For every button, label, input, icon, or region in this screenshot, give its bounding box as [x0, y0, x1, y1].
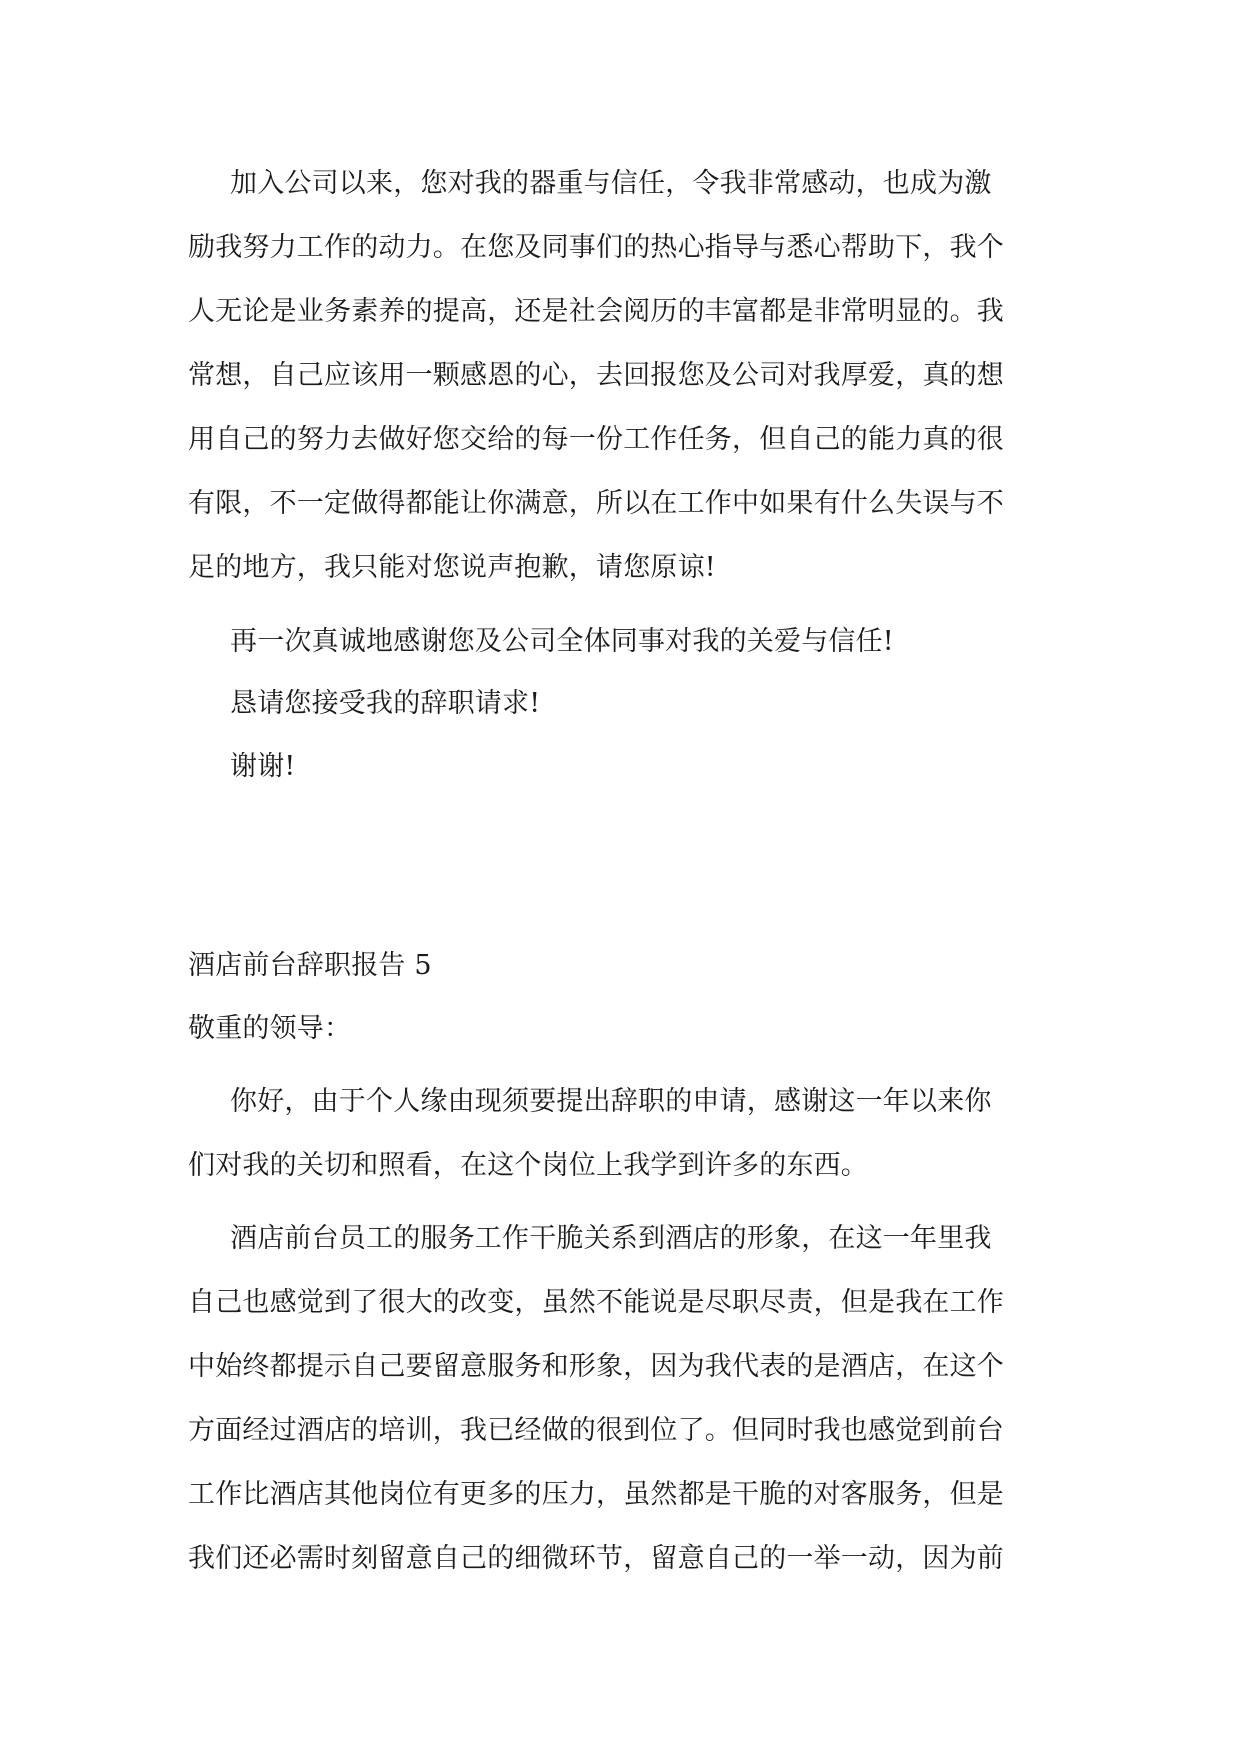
text-line: 励我努力工作的动力。在您及同事们的热心指导与悉心帮助下，我个 [188, 232, 1004, 263]
text-line: 你好，由于个人缘由现须要提出辞职的申请，感谢这一年以来你 [230, 1086, 992, 1117]
text-line: 们对我的关切和照看，在这个岗位上我学到许多的东西。 [188, 1150, 868, 1181]
text-line: 中始终都提示自己要留意服务和形象，因为我代表的是酒店，在这个 [188, 1351, 1004, 1382]
text-line: 自己也感觉到了很大的改变，虽然不能说是尽职尽责，但是我在工作 [188, 1287, 1004, 1318]
text-line: 用自己的努力去做好您交给的每一份工作任务，但自己的能力真的很 [188, 424, 1004, 455]
text-line: 加入公司以来，您对我的器重与信任，令我非常感动，也成为激 [230, 168, 992, 199]
section-title: 酒店前台辞职报告 5 [188, 950, 432, 981]
text-line: 工作比酒店其他岗位有更多的压力，虽然都是干脆的对客服务，但是 [188, 1479, 1004, 1510]
closing-thanks: 谢谢! [230, 751, 296, 782]
text-line: 方面经过酒店的培训，我已经做的很到位了。但同时我也感觉到前台 [188, 1415, 1004, 1446]
text-line: 我们还必需时刻留意自己的细微环节，留意自己的一举一动，因为前 [188, 1543, 1004, 1574]
text-line: 足的地方，我只能对您说声抱歉，请您原谅! [188, 552, 716, 583]
salutation: 敬重的领导： [188, 1013, 352, 1044]
text-line: 人无论是业务素养的提高，还是社会阅历的丰富都是非常明显的。我 [188, 296, 1004, 327]
text-line: 常想，自己应该用一颗感恩的心，去回报您及公司对我厚爱，真的想 [188, 360, 1004, 391]
request-paragraph: 恳请您接受我的辞职请求! [230, 688, 541, 719]
text-line: 有限，不一定做得都能让你满意，所以在工作中如果有什么失误与不 [188, 488, 1004, 519]
text-line: 酒店前台员工的服务工作干脆关系到酒店的形象，在这一年里我 [230, 1223, 992, 1254]
thanks-paragraph: 再一次真诚地感谢您及公司全体同事对我的关爱与信任! [230, 626, 894, 657]
